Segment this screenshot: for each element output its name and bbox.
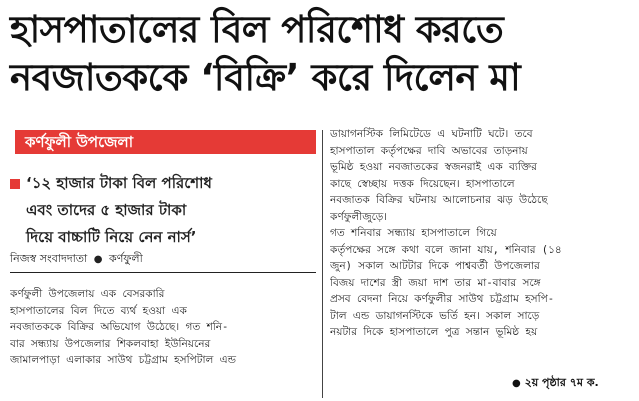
column-divider [322,130,323,398]
right-body-line: প্রসব বেদনা নিয়ে কর্ণফুলীর সাউথ চট্টগ্রাম হসপি- [330,293,555,305]
byline-reporter: নিজস্ব সংবাদদাতা [10,252,88,265]
headline-line-1: হাসপাতালের বিল পরিশোধ করতে [10,8,504,51]
red-square-bullet-icon [10,179,20,189]
left-body-line: কর্ণফুলী উপজেলায় এক বেসরকারি [10,288,165,300]
continued-on-page-note [512,374,599,393]
bullet-dot-icon: ● [93,254,103,265]
pull-quote-line-2: এবং তাদের ৫ হাজার টাকা [26,201,187,219]
bullet-dot-icon: ● [512,378,521,389]
right-body-line: নয়টার দিকে হাসপাতালে পুত্র সন্তান ভূমিষ্ঠ হয় [330,326,538,338]
right-body-line: নবজাতক বিক্রির ঘটনায় আলোচনার ঝড় উঠেছে [330,194,548,206]
left-body-text [10,286,316,369]
left-body-line: জামালপাড়া এলাকার সাউথ চট্টগ্রাম হসপিটাল এন্ড [10,354,237,366]
headline-line-2: নবজাতককে ‘বিক্রি’ করে দিলেন মা [10,56,521,99]
right-body-line: কর্তৃপক্ষের সঙ্গে কথা বলে জানা যায়, শনিবার (১৪ [330,243,562,256]
right-body-text [330,126,636,341]
right-body-line: বিজয় দাশের স্ত্রী জয়া দাশ তার মা-বাবার সঙ্গে [330,276,541,289]
right-body-line: ডায়াগনস্টিক লিমিটেডে এ ঘটনাটি ঘটে। তবে [330,128,533,140]
byline-location: কর্ণফুলী [109,252,143,265]
right-body-line: কর্ণফুলীজুড়ে। [330,210,388,223]
pull-quote-line-3: দিয়ে বাচ্চাটি নিয়ে নেন নার্স’ [26,228,197,246]
left-body-line: নবজাতককে বিক্রির অভিযোগ উঠেছে। গত শনি- [10,321,229,333]
left-body-line: বার সন্ধ্যায় উপজেলার শিকলবাহা ইউনিয়নের [10,337,211,350]
left-column [0,126,316,401]
left-body-line: হাসপাতালের বিল দিতে ব্যর্থ হওয়া এক [10,304,187,317]
continued-text: ২য় পৃষ্ঠার ৭ম ক. [524,376,599,389]
right-body-line: হাসপাতাল কর্তৃপক্ষের দাবি অভাবের তাড়নায় [330,144,528,157]
section-label: কর্ণফুলী উপজেলা [25,133,134,151]
byline [10,252,316,267]
right-body-line: কাছে স্বেচ্ছায় দত্তক দিয়েছেন। হাসপাতালে [330,177,515,190]
pull-quote [10,170,312,251]
right-body-line: গত শনিবার সন্ধ্যায় হাসপাতালে গিয়ে [330,227,497,239]
pull-quote-line-1: ‘১২ হাজার টাকা বিল পরিশোধ [10,170,312,197]
right-body-line: টাল এন্ড ডায়াগনস্টিকে ভর্তি হন। সকাল সাড়ে [330,309,540,322]
right-body-line: জুন) সকাল আটটার দিকে পাশ্ববর্তী উপজেলার [330,260,540,272]
headline [10,6,630,102]
section-label-bar [12,130,316,154]
right-body-line: ভূমিষ্ঠ হওয়া নবজাতকের স্বজনরাই এক ব্যক্তির [330,161,537,173]
byline-divider [10,272,316,273]
